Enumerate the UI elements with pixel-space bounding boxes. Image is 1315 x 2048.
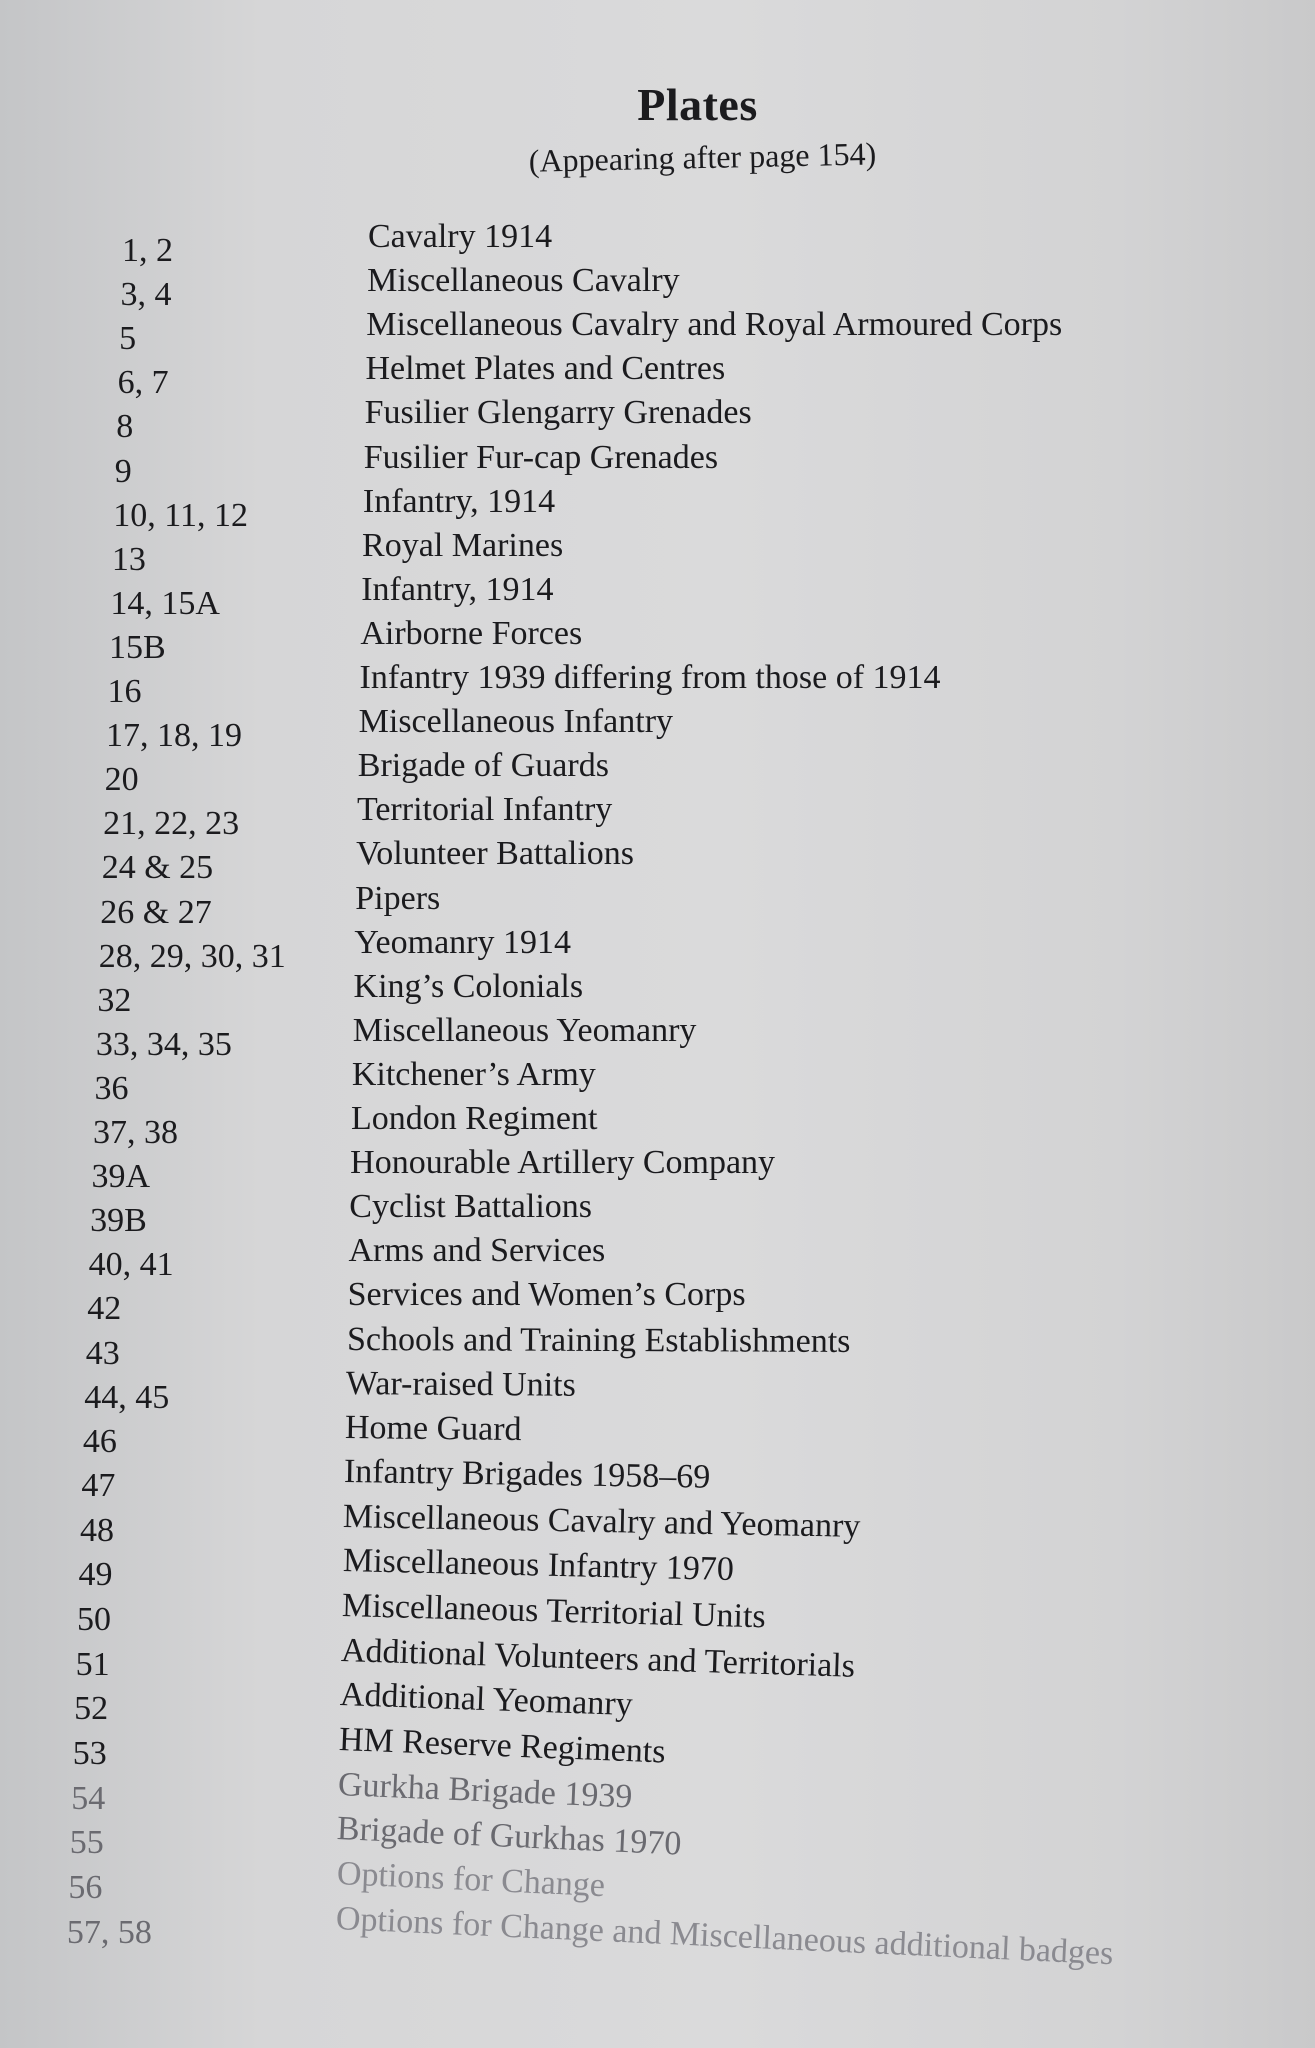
plate-title: Infantry, 1914	[362, 482, 556, 520]
plate-title: Helmet Plates and Centres	[365, 350, 726, 388]
plate-number: 55	[69, 1824, 104, 1862]
plate-row	[0, 1188, 1315, 1242]
plate-title: Pipers	[355, 879, 441, 917]
plate-title: Options for Change	[335, 1855, 606, 1905]
plate-title: Additional Volunteers and Territorials	[340, 1631, 856, 1685]
plate-title: Cavalry 1914	[368, 218, 553, 255]
plate-title: Miscellaneous Cavalry and Yeomanry	[342, 1497, 862, 1545]
plate-number: 20	[104, 761, 139, 799]
plate-number: 9	[114, 452, 132, 490]
plate-title: Miscellaneous Yeomanry	[352, 1011, 697, 1049]
plate-title: London Regiment	[351, 1100, 598, 1137]
plate-title: HM Reserve Regiments	[338, 1721, 667, 1771]
plate-title: Miscellaneous Cavalry and Royal Armoured Corps	[366, 306, 1063, 344]
plate-row	[0, 1855, 1315, 1909]
plate-number: 5	[119, 320, 137, 358]
plate-title: Fusilier Glengarry Grenades	[364, 394, 752, 432]
plate-title: Kitchener’s Army	[351, 1055, 596, 1093]
plate-title: Infantry Brigades 1958–69	[343, 1452, 711, 1496]
plate-row	[0, 1452, 1315, 1507]
plate-number: 28, 29, 30, 31	[98, 937, 286, 975]
plate-number: 50	[77, 1600, 112, 1638]
plate-row	[0, 526, 1315, 581]
plate-number: 53	[72, 1735, 107, 1772]
plate-number: 51	[75, 1645, 110, 1683]
plate-row	[0, 438, 1315, 493]
plate-number: 44, 45	[84, 1378, 170, 1416]
plate-number: 57, 58	[66, 1913, 152, 1951]
plate-number: 49	[78, 1556, 113, 1594]
plate-row	[0, 1055, 1315, 1110]
plate-number: 26 & 27	[100, 893, 212, 931]
plate-row	[0, 923, 1315, 978]
plate-row	[0, 482, 1315, 537]
plate-title: Honourable Artillery Company	[350, 1144, 776, 1182]
plate-title: Cyclist Battalions	[349, 1188, 593, 1226]
plate-number: 47	[81, 1466, 116, 1504]
plate-row	[0, 747, 1315, 801]
plate-row	[0, 1899, 1315, 1973]
plate-row	[0, 1144, 1315, 1198]
plate-number: 13	[111, 540, 146, 578]
plate-title: Fusilier Fur-cap Grenades	[363, 438, 719, 476]
plate-row	[0, 570, 1315, 625]
plate-title: Additional Yeomanry	[339, 1676, 634, 1724]
plate-title: Infantry 1939 differing from those of 1914	[359, 659, 941, 696]
plate-title: Royal Marines	[362, 526, 564, 564]
plate-number: 16	[107, 673, 142, 710]
plate-number: 39B	[90, 1202, 147, 1240]
plate-number: 48	[79, 1511, 114, 1549]
plate-title: Airborne Forces	[360, 614, 583, 652]
plate-number: 24 & 25	[101, 849, 214, 887]
plate-title: Miscellaneous Infantry	[358, 703, 674, 741]
plate-row	[0, 1320, 1315, 1375]
plate-number: 42	[87, 1290, 122, 1328]
plate-row	[0, 879, 1315, 934]
plate-title: War-raised Units	[345, 1364, 576, 1404]
plate-number: 52	[74, 1690, 109, 1728]
plate-title: Territorial Infantry	[356, 791, 613, 829]
plate-number: 54	[71, 1779, 106, 1817]
plate-title: King’s Colonials	[353, 967, 584, 1005]
plate-title: Arms and Services	[348, 1232, 606, 1270]
plate-title: Volunteer Battalions	[356, 835, 635, 873]
plate-number: 8	[116, 408, 134, 446]
plate-title: Home Guard	[344, 1408, 522, 1448]
plate-title: Gurkha Brigade 1939	[337, 1765, 634, 1816]
plate-title: Miscellaneous Cavalry	[367, 262, 680, 300]
plate-number: 15B	[108, 628, 166, 666]
plate-number: 3, 4	[120, 276, 172, 314]
plate-row	[0, 1408, 1315, 1463]
plate-row	[0, 1631, 1315, 1686]
plate-row	[0, 703, 1315, 757]
plate-row	[0, 1586, 1315, 1641]
plate-title: Miscellaneous Infantry 1970	[342, 1542, 734, 1589]
plate-number: 33, 34, 35	[95, 1025, 232, 1063]
plate-title: Schools and Training Establishments	[346, 1320, 851, 1360]
plate-row	[0, 1542, 1315, 1596]
plate-row	[0, 791, 1315, 845]
plate-row	[0, 835, 1315, 889]
plate-number: 21, 22, 23	[103, 805, 240, 843]
plate-title: Options for Change and Miscellaneous additional badges	[334, 1899, 1114, 1973]
plate-title: Miscellaneous Territorial Units	[341, 1586, 766, 1636]
plate-title: Services and Women’s Corps	[347, 1276, 746, 1314]
page-title: Plates	[637, 79, 758, 130]
plate-number: 46	[82, 1422, 117, 1460]
plate-number: 6, 7	[117, 364, 169, 402]
plate-number: 10, 11, 12	[113, 496, 249, 534]
plate-number: 40, 41	[88, 1246, 174, 1284]
plate-number: 39A	[91, 1158, 151, 1196]
plate-row	[0, 1676, 1315, 1730]
plate-row	[0, 1497, 1315, 1552]
plate-number: 32	[97, 981, 132, 1019]
plate-title: Brigade of Gurkhas 1970	[336, 1810, 683, 1864]
plate-number: 43	[85, 1334, 120, 1372]
plate-row	[0, 1765, 1315, 1820]
plate-title: Yeomanry 1914	[354, 923, 571, 961]
plate-row	[0, 1810, 1315, 1864]
plate-title: Brigade of Guards	[357, 747, 609, 785]
plate-number: 17, 18, 19	[106, 717, 243, 755]
plate-row	[0, 1364, 1315, 1419]
plate-title: Infantry, 1914	[361, 570, 554, 608]
plate-number: 56	[68, 1869, 103, 1907]
plate-number: 36	[94, 1069, 129, 1107]
plate-row	[0, 1721, 1315, 1775]
page-subtitle: (Appearing after page 154)	[528, 135, 877, 179]
plate-number: 1, 2	[122, 232, 173, 269]
plate-row	[0, 1011, 1315, 1066]
plate-number: 37, 38	[93, 1114, 178, 1151]
plate-number: 14, 15A	[110, 584, 220, 622]
